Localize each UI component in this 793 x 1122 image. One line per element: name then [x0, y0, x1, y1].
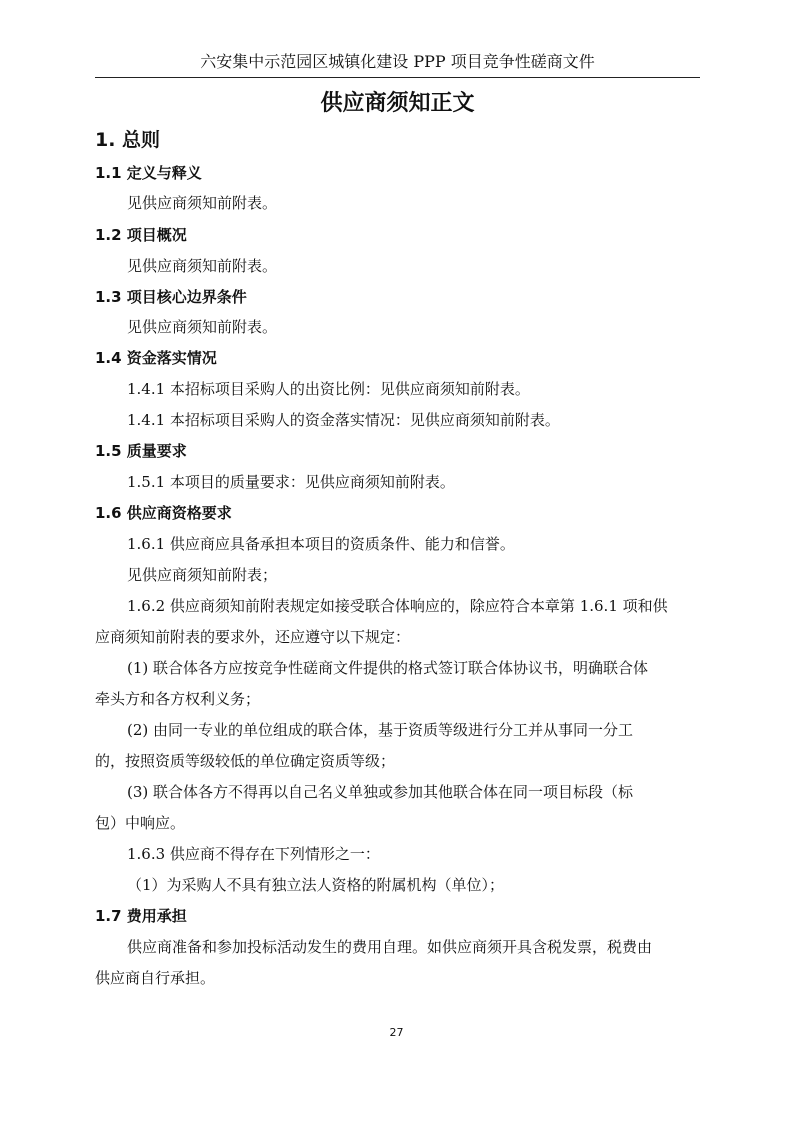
document-title: 供应商须知正文	[320, 91, 475, 116]
section-1-6-2-line-2: 应商须知前附表的要求外，还应遵守以下规定：	[95, 628, 411, 646]
section-1-5-heading: 1.5 质量要求	[95, 442, 187, 460]
rule-2-line-1: (2) 由同一专业的单位组成的联合体，基于资质等级进行分工并从事同一分工	[127, 721, 634, 739]
section-1-6-1-item: 1.6.1 供应商应具备承担本项目的资质条件、能力和信誉。	[127, 535, 515, 553]
section-1-6-heading: 1.6 供应商资格要求	[95, 504, 232, 522]
section-1-6-2-line-1: 1.6.2 供应商须知前附表规定如接受联合体响应的，除应符合本章第 1.6.1 项和供	[127, 597, 668, 615]
section-1-2-body: 见供应商须知前附表。	[127, 257, 278, 275]
section-1-3-body: 见供应商须知前附表。	[127, 318, 278, 336]
section-1-4-1-item-repeat: 1.4.1 本招标项目采购人的资金落实情况：见供应商须知前附表。	[127, 411, 560, 429]
section-1-7-body-line-2: 供应商自行承担。	[95, 969, 216, 987]
section-1-3-heading: 1.3 项目核心边界条件	[95, 288, 247, 306]
rule-1-line-1: (1) 联合体各方应按竞争性磋商文件提供的格式签订联合体协议书，明确联合体	[127, 659, 649, 677]
running-header: 六安集中示范园区城镇化建设 PPP 项目竞争性磋商文件	[200, 52, 595, 71]
section-1-2-heading: 1.2 项目概况	[95, 226, 187, 244]
section-1-6-3-item: 1.6.3 供应商不得存在下列情形之一：	[127, 845, 380, 863]
rule-2-line-2: 的，按照资质等级较低的单位确定资质等级；	[95, 752, 396, 770]
header-divider	[95, 77, 700, 78]
section-1-4-1-item: 1.4.1 本招标项目采购人的出资比例：见供应商须知前附表。	[127, 380, 530, 398]
section-1-6-3-case-1: （1）为采购人不具有独立法人资格的附属机构（单位）；	[127, 876, 505, 894]
section-1-6-1-note: 见供应商须知前附表；	[127, 566, 278, 584]
section-1-heading: 1. 总则	[95, 129, 161, 151]
page-number: 27	[389, 1026, 404, 1039]
rule-3-line-1: (3) 联合体各方不得再以自己名义单独或参加其他联合体在同一项目标段（标	[127, 783, 634, 801]
rule-1-line-2: 牵头方和各方权利义务；	[95, 690, 261, 708]
section-1-1-heading: 1.1 定义与释义	[95, 164, 202, 182]
section-1-5-1-item: 1.5.1 本项目的质量要求：见供应商须知前附表。	[127, 473, 455, 491]
section-1-1-body: 见供应商须知前附表。	[127, 194, 278, 212]
section-1-4-heading: 1.4 资金落实情况	[95, 349, 217, 367]
section-1-7-body-line-1: 供应商准备和参加投标活动发生的费用自理。如供应商须开具含税发票，税费由	[127, 938, 653, 956]
rule-3-line-2: 包）中响应。	[95, 814, 186, 832]
section-1-7-heading: 1.7 费用承担	[95, 907, 187, 925]
